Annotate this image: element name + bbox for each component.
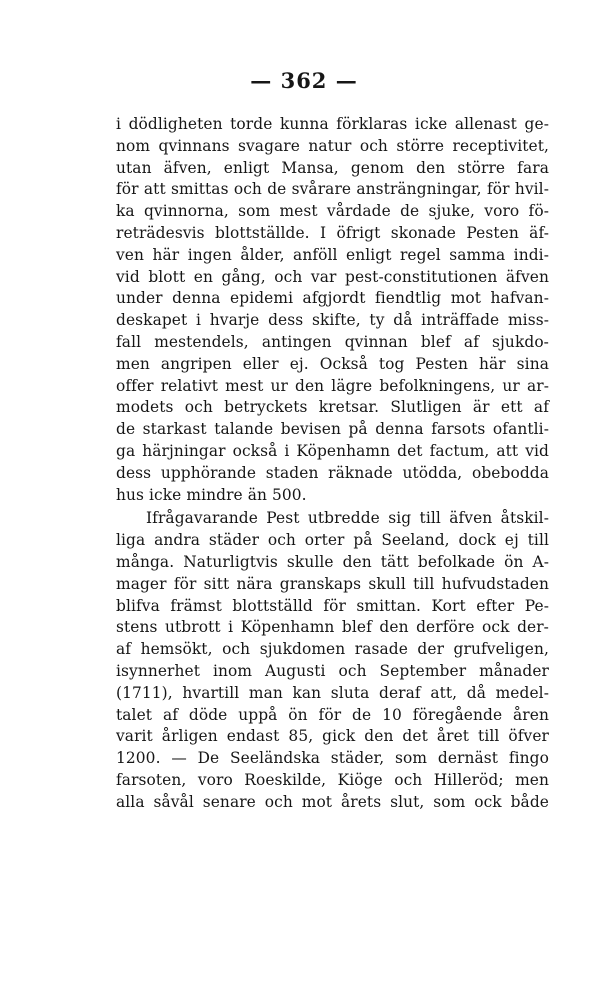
text-line: alla såvål senare och mot årets slut, som ock både [116, 792, 549, 811]
text-line: blifva främst blottställd för smittan. Kort efter Pe- [116, 596, 549, 615]
text-line: i dödligheten torde kunna förklaras icke allenast ge- [116, 115, 549, 133]
text-line: många. Naturligtvis skulle den tätt befolkade ön A- [116, 552, 549, 571]
paragraph-2 [116, 508, 549, 813]
text-line: modets och betryckets kretsar. Slutligen är ett af [116, 398, 549, 417]
text-line: vid blott en gång, och var pest-constitutionen äfven [116, 267, 549, 286]
body-text [116, 114, 549, 814]
text-line: isynnerhet inom Augusti och September månader [116, 661, 549, 680]
text-line: reträdesvis blottställde. I öfrigt skonade Pesten äf- [116, 223, 549, 242]
text-line: de starkast talande bevisen på denna farsots ofantli- [116, 420, 549, 439]
text-line: varit årligen endast 85, gick den det året till öfver [116, 727, 549, 746]
text-line: under denna epidemi afgjordt fiendtlig mot hafvan- [116, 289, 549, 308]
text-line: (1711), hvartill man kan sluta deraf att, då medel- [116, 683, 549, 702]
text-line: liga andra städer och orter på Seeland, dock ej till [116, 531, 549, 550]
text-line: för att smittas och de svårare ansträngningar, för hvil- [116, 180, 549, 199]
text-line: fall mestendels, antingen qvinnan blef af sjukdo- [116, 332, 549, 351]
text-line: talet af döde uppå ön för de 10 föregående åren [116, 705, 549, 724]
text-line: ga härjningar också i Köpenhamn det factum, att vid [116, 441, 549, 460]
text-line: ka qvinnorna, som mest vårdade de sjuke, voro fö- [116, 202, 549, 221]
text-line: stens utbrott i Köpenhamn blef den derföre ock der- [116, 618, 549, 637]
page-number: — 362 — [250, 68, 358, 93]
text-line: farsoten, voro Roeskilde, Kiöge och Hilleröd; men [116, 770, 549, 789]
text-line: af hemsökt, och sjukdomen rasade der grufveligen, [116, 640, 549, 659]
text-line: ven här ingen ålder, anföll enligt regel samma indi- [116, 245, 549, 264]
text-line: men angripen eller ej. Också tog Pesten här sina [116, 354, 549, 373]
text-line: offer relativt mest ur den lägre befolkningens, ur ar- [116, 376, 549, 395]
text-line: nom qvinnans svagare natur och större receptivitet, [116, 136, 549, 155]
text-line: mager för sitt nära granskaps skull till hufvudstaden [116, 574, 549, 593]
text-line: hus icke mindre än 500. [116, 485, 307, 504]
text-line: deskapet i hvarje dess skifte, ty då inträffade miss- [116, 311, 549, 330]
paragraph-1 [116, 114, 549, 506]
text-line: utan äfven, enligt Mansa, genom den större fara [116, 158, 549, 177]
text-line: 1200. — De Seeländska städer, som dernäst fingo [116, 749, 549, 768]
text-line: Ifrågavarande Pest utbredde sig till äfven åtskil- [146, 509, 549, 528]
text-line: dess upphörande staden räknade utödda, obebodda [116, 463, 549, 482]
